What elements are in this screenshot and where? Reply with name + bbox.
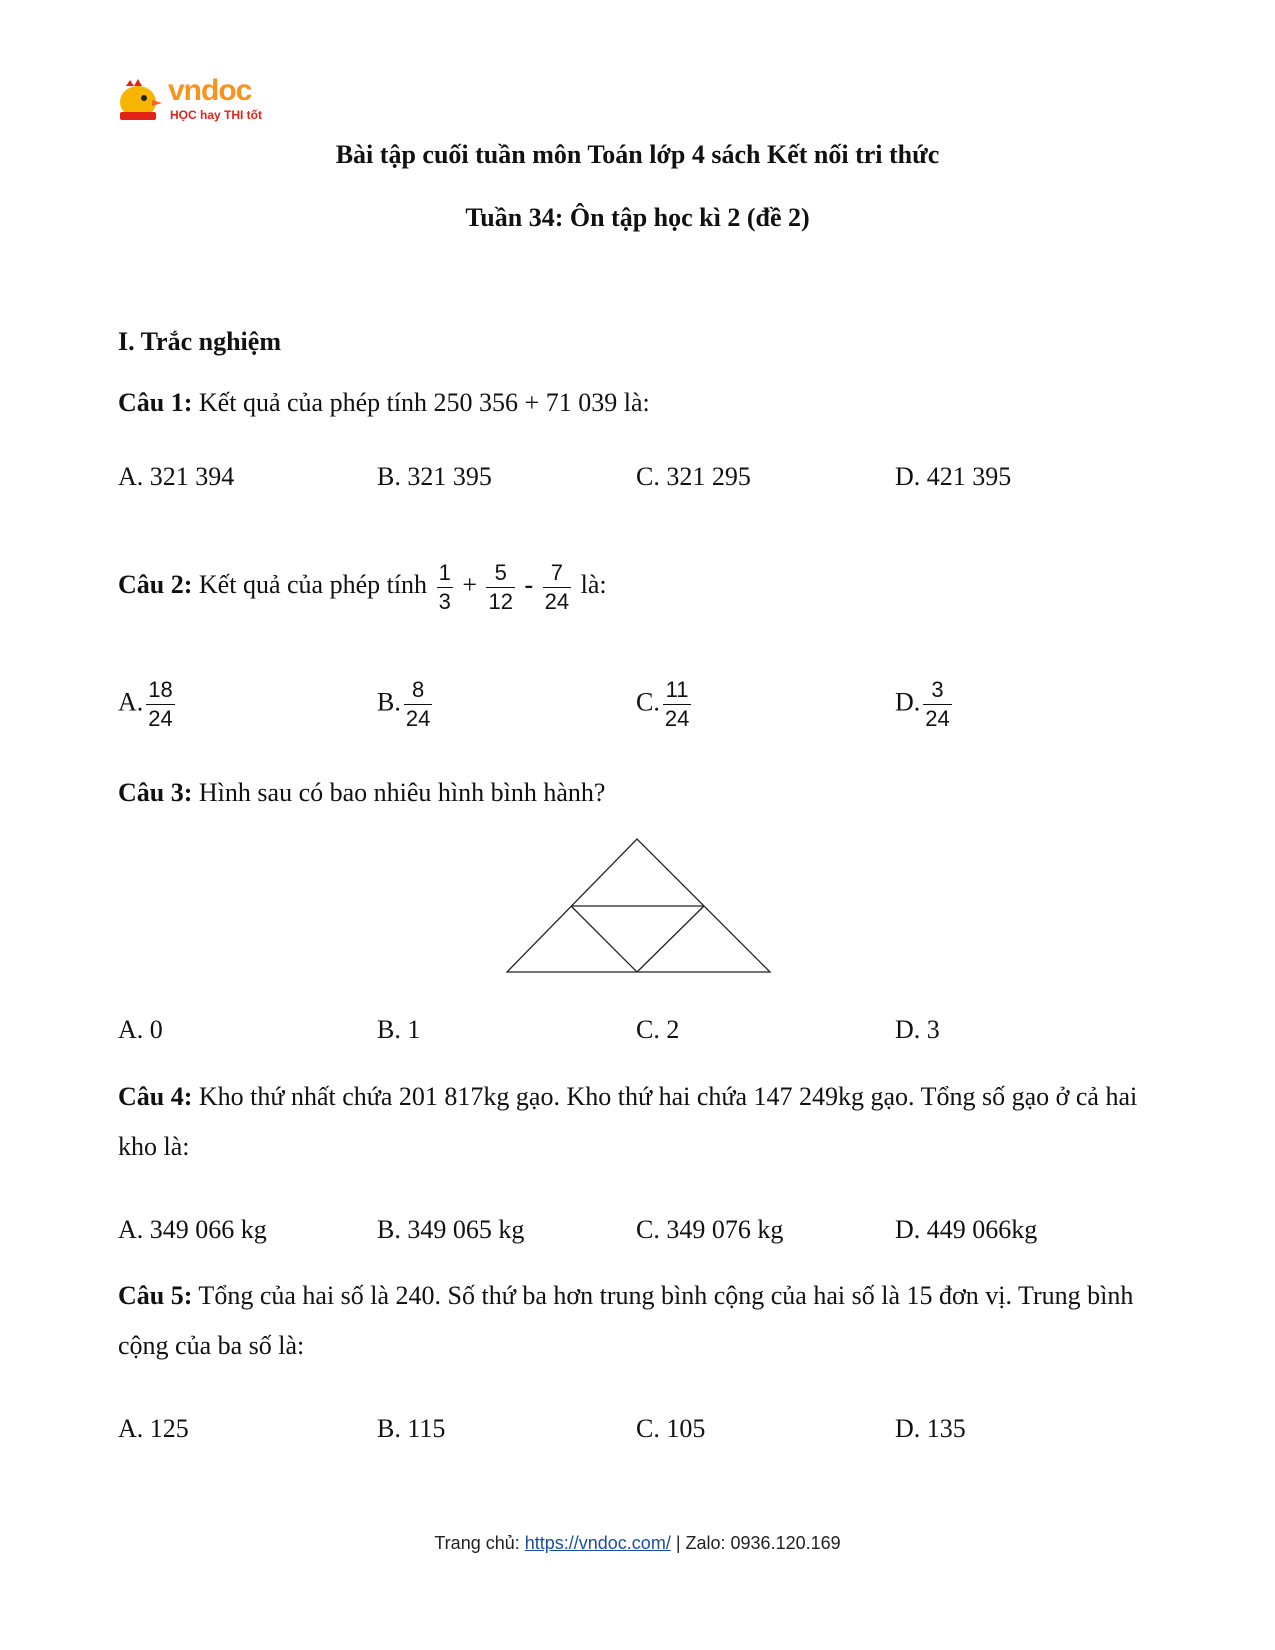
question-label: Câu 4: xyxy=(118,1082,193,1111)
denominator: 24 xyxy=(544,588,570,614)
numerator: 5 xyxy=(486,559,514,588)
numerator: 3 xyxy=(923,676,951,705)
q5-option-a: A. 125 xyxy=(118,1414,189,1443)
question-label: Câu 1: xyxy=(118,388,193,417)
chicken-mascot-icon xyxy=(116,78,164,122)
footer-prefix: Trang chủ: xyxy=(434,1533,525,1553)
denominator: 12 xyxy=(488,588,513,614)
inner-left-line xyxy=(571,906,637,972)
fraction xyxy=(543,559,571,616)
q5-option-d: D. 135 xyxy=(895,1414,966,1443)
logo-wordmark: vndoc xyxy=(168,74,252,107)
question-1 xyxy=(118,378,1158,428)
q3-option-d: D. 3 xyxy=(895,1015,940,1044)
q3-option-a: A. 0 xyxy=(118,1015,163,1044)
fraction xyxy=(404,676,432,733)
option-letter: A. xyxy=(118,687,144,717)
numerator: 1 xyxy=(437,559,453,588)
option-letter: C. xyxy=(636,687,660,717)
option-letter: B. xyxy=(377,687,401,717)
denominator: 3 xyxy=(438,588,451,614)
logo-tagline: HỌC hay THI tốt xyxy=(170,108,262,122)
q1-option-a: A. 321 394 xyxy=(118,462,235,491)
question-3 xyxy=(118,768,1158,818)
question-label: Câu 2: xyxy=(118,570,193,599)
numerator: 18 xyxy=(146,676,174,705)
fraction xyxy=(437,559,453,616)
question-text: Hình sau có bao nhiêu hình bình hành? xyxy=(192,778,606,807)
q5-option-c: C. 105 xyxy=(636,1414,706,1443)
q4-option-d: D. 449 066kg xyxy=(895,1215,1038,1244)
page-footer xyxy=(0,1533,1275,1554)
q3-option-b: B. 1 xyxy=(377,1015,421,1044)
q2-option-a xyxy=(118,676,178,733)
question-label: Câu 3: xyxy=(118,778,193,807)
q4-option-c: C. 349 076 kg xyxy=(636,1215,784,1244)
option-letter: D. xyxy=(895,687,921,717)
question-text: Kết quả của phép tính 250 356 + 71 039 là: xyxy=(192,388,650,417)
inner-right-line xyxy=(637,906,704,972)
question-label: Câu 5: xyxy=(118,1281,193,1310)
q4-option-b: B. 349 065 kg xyxy=(377,1215,525,1244)
denominator: 24 xyxy=(148,706,173,731)
fraction xyxy=(663,676,691,733)
q2-option-d xyxy=(895,676,955,733)
q5-option-b: B. 115 xyxy=(377,1414,446,1443)
document-title: Bài tập cuối tuần môn Toán lớp 4 sách Kết nối tri thức xyxy=(335,140,940,169)
operator: - xyxy=(524,570,534,599)
triangle-figure xyxy=(505,837,775,977)
homepage-link[interactable]: https://vndoc.com/ xyxy=(524,1533,671,1553)
q1-option-c: C. 321 295 xyxy=(636,462,751,491)
q3-option-c: C. 2 xyxy=(636,1015,680,1044)
question-5 xyxy=(118,1271,1158,1371)
operator: + xyxy=(462,570,477,599)
q4-option-a: A. 349 066 kg xyxy=(118,1215,267,1244)
q1-option-d: D. 421 395 xyxy=(895,462,1012,491)
question-text: Kết quả của phép tính xyxy=(192,570,428,599)
denominator: 24 xyxy=(405,706,431,731)
document-subtitle: Tuần 34: Ôn tập học kì 2 (đề 2) xyxy=(465,203,810,232)
numerator: 8 xyxy=(404,676,432,705)
question-text: Tổng của hai số là 240. Số thứ ba hơn trung bình cộng của hai số là 15 đơn vị. Trung bình cộng của ba số là: xyxy=(118,1281,1134,1360)
fraction xyxy=(486,559,514,616)
q2-option-b xyxy=(377,676,435,733)
vndoc-logo xyxy=(116,76,276,126)
q1-option-b: B. 321 395 xyxy=(377,462,492,491)
question-4 xyxy=(118,1072,1158,1172)
question-text-end: là: xyxy=(580,570,607,599)
fraction xyxy=(923,676,951,733)
denominator: 24 xyxy=(925,706,950,731)
question-text: Kho thứ nhất chứa 201 817kg gạo. Kho thứ hai chứa 147 249kg gạo. Tổng số gạo ở cả hai kho là: xyxy=(118,1082,1138,1161)
section-heading: I. Trắc nghiệm xyxy=(118,327,281,356)
fraction xyxy=(146,676,174,733)
numerator: 11 xyxy=(663,676,691,705)
denominator: 24 xyxy=(664,706,690,731)
numerator: 7 xyxy=(543,559,571,588)
footer-contact: | Zalo: 0936.120.169 xyxy=(670,1533,841,1553)
q2-option-c xyxy=(636,676,694,733)
question-2 xyxy=(118,555,1158,616)
